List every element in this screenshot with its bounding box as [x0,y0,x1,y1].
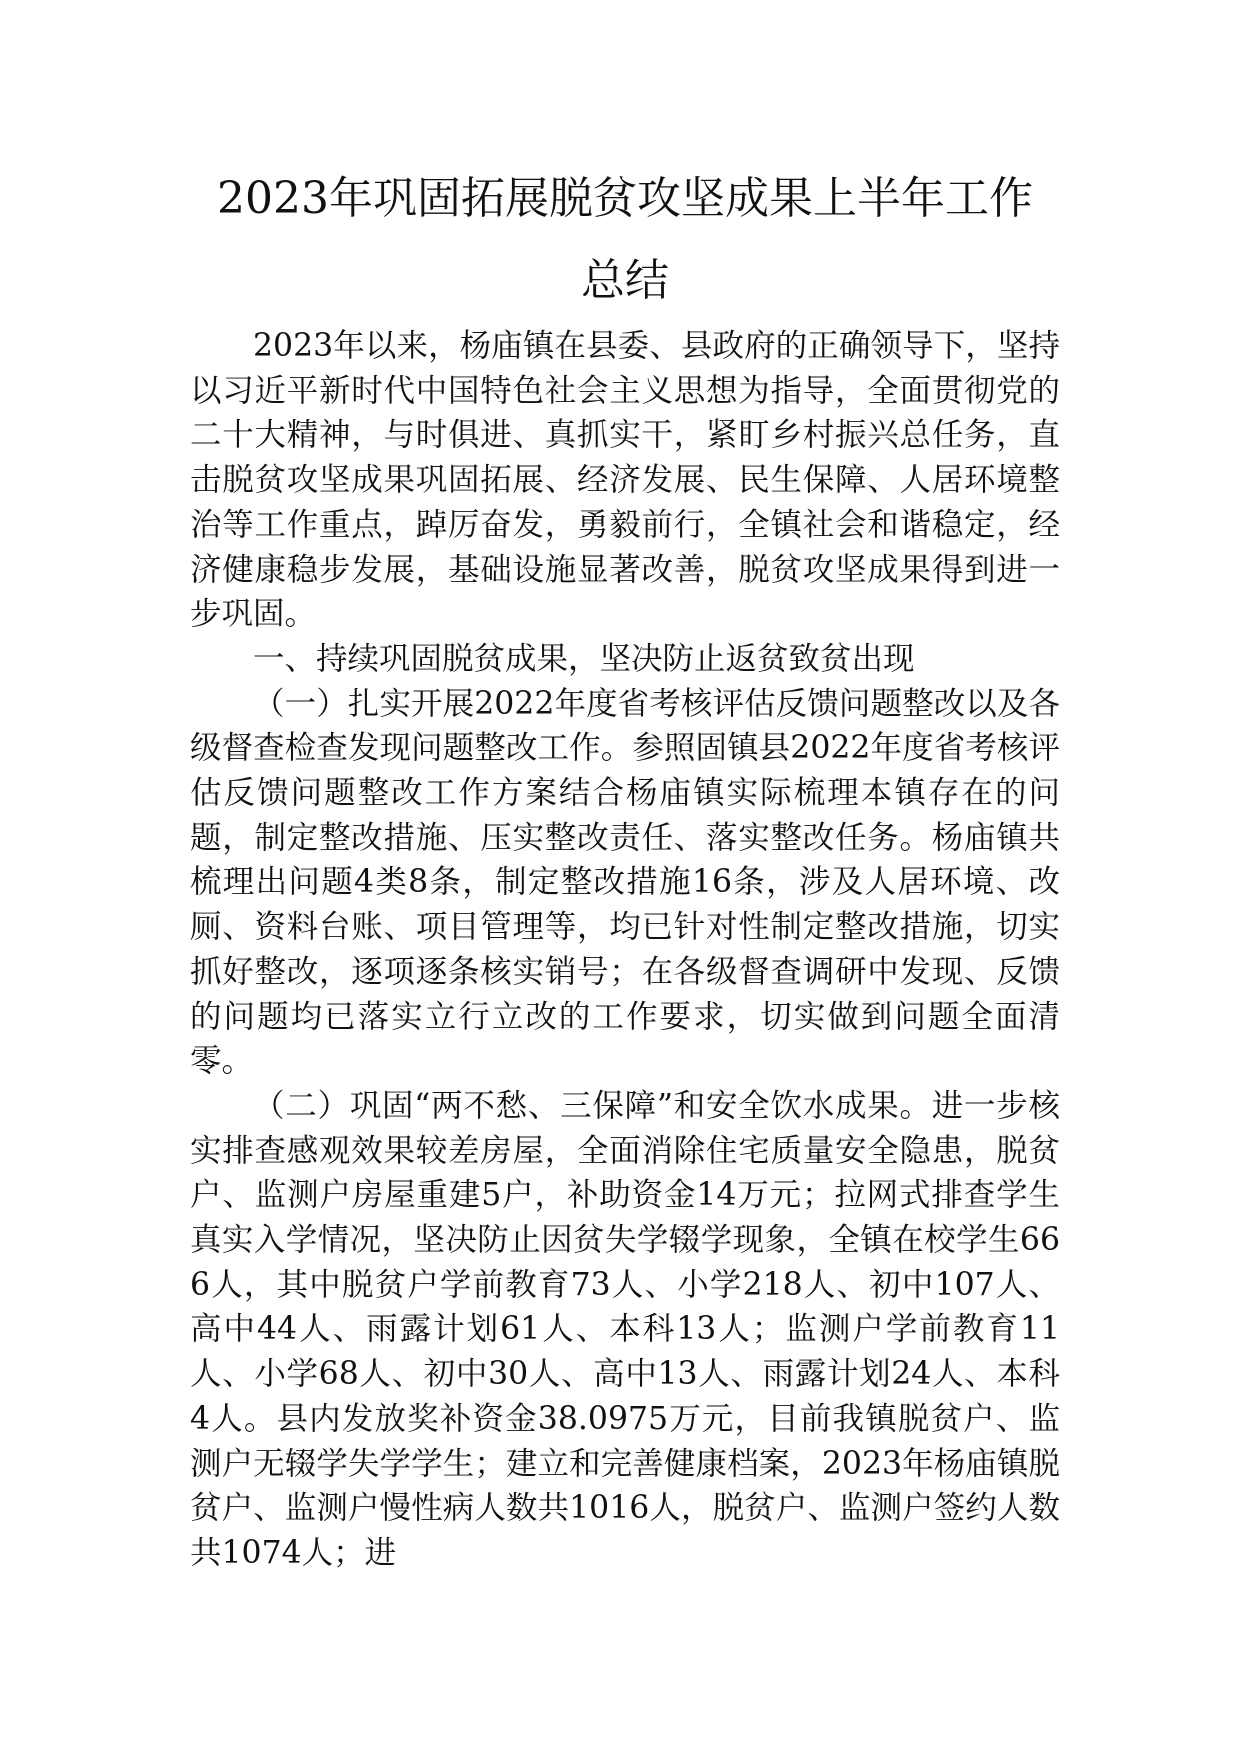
title-line-1: 2023年巩固拓展脱贫攻坚成果上半年工作 [217,173,1033,224]
section-1-heading: 一、持续巩固脱贫成果，坚决防止返贫致贫出现 [253,640,915,677]
title-line-2: 总结 [581,255,669,306]
intro-paragraph: 2023年以来，杨庙镇在县委、县政府的正确领导下，坚持以习近平新时代中国特色社会主义思想为指导，全面贯彻党的二十大精神，与时俱进、真抓实干，紧盯乡村振兴总任务，直击脱贫攻坚成果巩固拓展、经济发展、民生保障、人居环境整治等工作重点，踔厉奋发，勇毅前行，全镇社会和谐稳定，经济健康稳步发展，基础设施显著改善，脱贫攻坚成果得到进一步巩固。 [190,328,1060,633]
document-page [190,158,1060,1576]
document-title [190,158,1060,322]
subsection-1-paragraph: （一）扎实开展2022年度省考核评估反馈问题整改以及各级督查检查发现问题整改工作。参照固镇县2022年度省考核评估反馈问题整改工作方案结合杨庙镇实际梳理本镇存在的问题，制定整改措施、压实整改责任、落实整改任务。杨庙镇共梳理出问题4类8条，制定整改措施16条，涉及人居环境、改厕、资料台账、项目管理等，均已针对性制定整改措施，切实抓好整改，逐项逐条核实销号；在各级督查调研中发现、反馈的问题均已落实立行立改的工作要求，切实做到问题全面清零。 [190,685,1060,1080]
subsection-2-paragraph: （二）巩固“两不愁、三保障”和安全饮水成果。进一步核实排查感观效果较差房屋，全面消除住宅质量安全隐患，脱贫户、监测户房屋重建5户，补助资金14万元；拉网式排查学生真实入学情况，坚决防止因贫失学辍学现象，全镇在校学生666人，其中脱贫户学前教育73人、小学218人、初中107人、高中44人、雨露计划61人、本科13人；监测户学前教育11人、小学68人、初中30人、高中13人、雨露计划24人、本科4人。县内发放奖补资金38.0975万元，目前我镇脱贫户、监测户无辍学失学学生；建立和完善健康档案，2023年杨庙镇脱贫户、监测户慢性病人数共1016人，脱贫户、监测户签约人数共1074人；进 [190,1087,1060,1571]
document-body [190,324,1060,1576]
